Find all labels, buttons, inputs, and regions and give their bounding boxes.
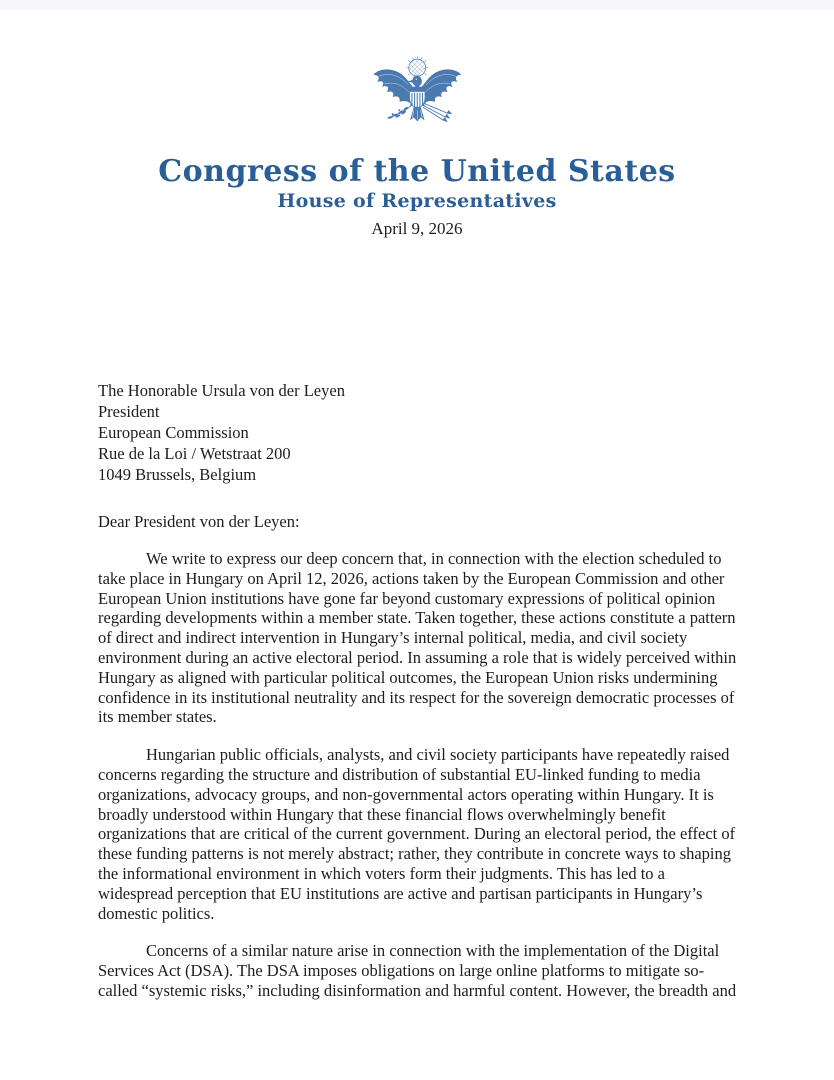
recipient-address [98,380,737,485]
salutation: Dear President von der Leyen: [98,512,300,531]
paragraph-1: We write to express our deep concern that, in connection with the election scheduled to take place in Hungary on April 12, 2026, actions taken by the European Commission and other European Union institutions have gone far beyond customary expressions of political opinion regarding developments within a member state. Taken together, these actions constitute a pattern of direct and indirect intervention in Hungary’s internal political, media, and civil society environment during an active electoral period. In assuming a role that is widely perceived within Hungary as aligned with particular political outcomes, the European Union risks undermining confidence in its institutional neutrality and its respect for the sovereign democratic processes of its member states. [98,549,737,727]
great-seal-eagle-icon [364,56,471,148]
recipient-name: The Honorable Ursula von der Leyen [98,381,345,400]
org-chamber: House of Representatives [277,190,557,212]
org-name: Congress of the United States [158,154,676,189]
recipient-city: 1049 Brussels, Belgium [98,465,257,484]
scan-edge-strip [0,0,834,10]
paragraph-3: Concerns of a similar nature arise in connection with the implementation of the Digital Services Act (DSA). The DSA imposes obligations on large online platforms to mitigate so-called “systemic risks,” including disinformation and harmful content. However, the breadth and [98,941,737,1000]
recipient-street: Rue de la Loi / Wetstraat 200 [98,444,291,463]
letterhead [0,10,834,240]
paragraph-2: Hungarian public officials, analysts, and civil society participants have repeatedly raised concerns regarding the structure and distribution of substantial EU-linked funding to media organizations, advocacy groups, and non-governmental actors operating within Hungary. It is broadly understood within Hungary that these financial flows overwhelmingly benefit organizations that are critical of the current government. During an electoral period, the effect of these funding patterns is not merely abstract; rather, they contribute in concrete ways to shaping the informational environment in which voters form their judgments. This has led to a widespread perception that EU institutions are active and partisan participants in Hungary’s domestic politics. [98,745,736,923]
letter-body [98,549,737,1001]
letter-date: April 9, 2026 [371,219,463,238]
recipient-title: President [98,402,160,421]
recipient-org: European Commission [98,423,249,442]
